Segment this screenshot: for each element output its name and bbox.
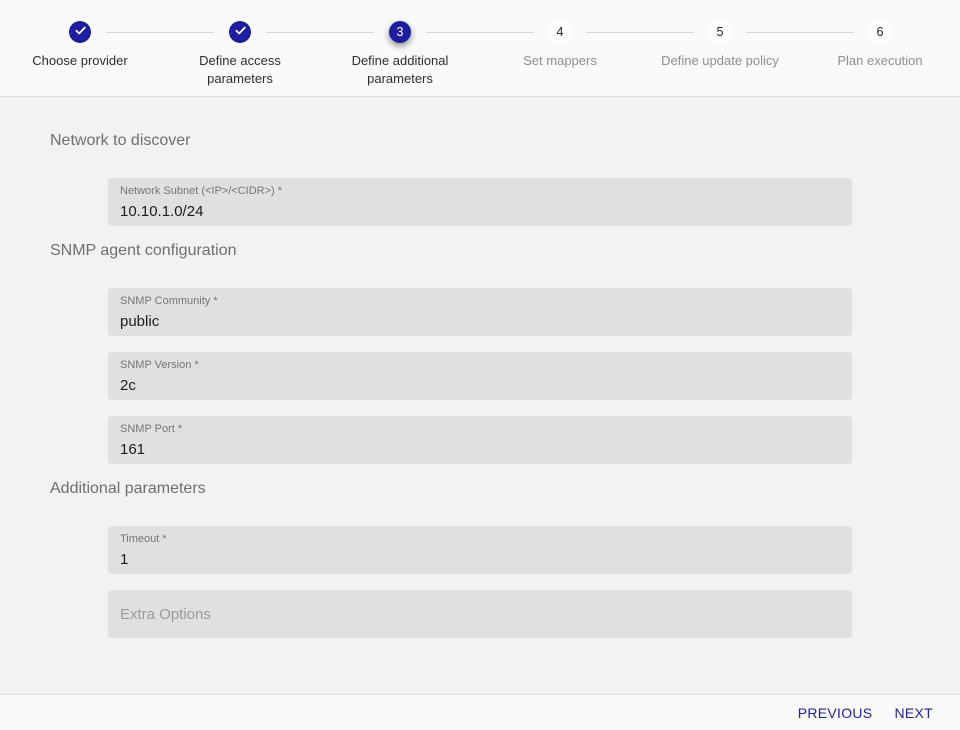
step-connector (586, 32, 694, 33)
step-plan-execution[interactable] (800, 21, 960, 88)
snmp-community-input[interactable] (120, 311, 840, 331)
step-1-indicator (69, 21, 91, 43)
snmp-port-field[interactable] (108, 416, 852, 464)
previous-button[interactable]: PREVIOUS (791, 700, 880, 726)
wizard-form (0, 97, 960, 638)
field-label: Network Subnet (<IP>/<CIDR>) * (120, 185, 283, 197)
step-5-indicator: 5 (709, 21, 731, 43)
step-label: Define update policy (661, 53, 779, 68)
wizard-stepper (0, 21, 960, 88)
section-heading-snmp-agent-configuration: SNMP agent configuration (50, 242, 237, 259)
snmp-community-field[interactable] (108, 288, 852, 336)
section-fields (108, 526, 910, 638)
check-icon (74, 24, 87, 40)
step-6-indicator: 6 (869, 21, 891, 43)
field-label: Timeout * (120, 533, 167, 545)
extra-options-input[interactable] (120, 604, 840, 624)
step-label: Define additional parameters (351, 53, 449, 86)
step-connector (266, 32, 374, 33)
wizard-footer (0, 694, 960, 730)
wizard-stepper-header (0, 0, 960, 97)
step-connector (746, 32, 854, 33)
step-connector (106, 32, 214, 33)
step-label: Choose provider (32, 53, 128, 68)
step-2-indicator (229, 21, 251, 43)
step-connector (426, 32, 534, 33)
timeout-field[interactable] (108, 526, 852, 574)
timeout-input[interactable] (120, 549, 840, 569)
network-subnet-field[interactable] (108, 178, 852, 226)
field-label: SNMP Community * (120, 295, 218, 307)
check-icon (234, 24, 247, 40)
step-label: Define access parameters (199, 53, 281, 86)
section-fields (108, 288, 910, 464)
section-heading-network-to-discover: Network to discover (50, 132, 191, 149)
field-label: SNMP Version * (120, 359, 199, 371)
step-label: Set mappers (523, 53, 597, 68)
snmp-version-field[interactable] (108, 352, 852, 400)
step-3-indicator: 3 (389, 21, 411, 43)
field-label: SNMP Port * (120, 423, 183, 435)
next-button[interactable]: NEXT (887, 700, 940, 726)
step-4-indicator: 4 (549, 21, 571, 43)
extra-options-field[interactable] (108, 590, 852, 638)
section-fields (108, 178, 910, 226)
snmp-version-input[interactable] (120, 375, 840, 395)
network-subnet-input[interactable] (120, 201, 840, 221)
snmp-port-input[interactable] (120, 439, 840, 459)
step-label: Plan execution (837, 53, 923, 68)
section-heading-additional-parameters: Additional parameters (50, 480, 206, 497)
